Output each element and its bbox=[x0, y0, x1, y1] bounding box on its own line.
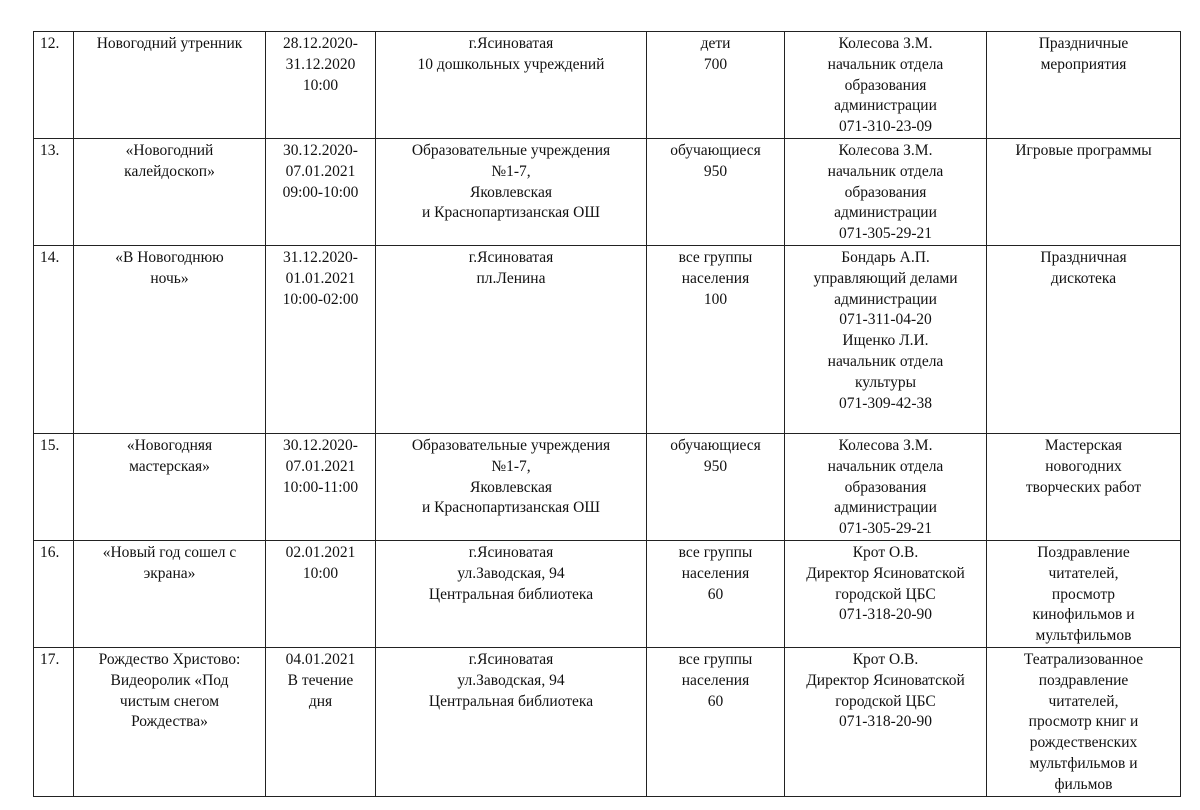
row-number: 12. bbox=[34, 32, 74, 139]
event-place: г.Ясиноватая 10 дошкольных учреждений bbox=[376, 32, 647, 139]
events-table bbox=[33, 31, 1181, 797]
row-number: 15. bbox=[34, 433, 74, 540]
row-number: 16. bbox=[34, 540, 74, 647]
event-type: Поздравление читателей, просмотр кинофильмов и мультфильмов bbox=[987, 540, 1181, 647]
event-audience: обучающиеся 950 bbox=[647, 138, 785, 245]
event-responsible: Колесова З.М. начальник отдела образования администрации 071-310-23-09 bbox=[785, 32, 987, 139]
event-type: Театрализованное поздравление читателей, просмотр книг и рождественских мультфильмов и фильмов bbox=[987, 647, 1181, 796]
event-audience: все группы населения 60 bbox=[647, 647, 785, 796]
event-dates: 28.12.2020- 31.12.2020 10:00 bbox=[266, 32, 376, 139]
event-dates: 30.12.2020- 07.01.2021 09:00-10:00 bbox=[266, 138, 376, 245]
event-dates: 30.12.2020- 07.01.2021 10:00-11:00 bbox=[266, 433, 376, 540]
event-responsible: Колесова З.М. начальник отдела образования администрации 071-305-29-21 bbox=[785, 138, 987, 245]
event-name: «Новогодняя мастерская» bbox=[74, 433, 266, 540]
row-number: 14. bbox=[34, 245, 74, 433]
event-audience: обучающиеся 950 bbox=[647, 433, 785, 540]
event-type: Праздничная дискотека bbox=[987, 245, 1181, 433]
event-name: «Новогодний калейдоскоп» bbox=[74, 138, 266, 245]
event-audience: дети 700 bbox=[647, 32, 785, 139]
table-row bbox=[34, 540, 1181, 647]
event-audience: все группы населения 60 bbox=[647, 540, 785, 647]
event-place: г.Ясиноватая пл.Ленина bbox=[376, 245, 647, 433]
event-responsible: Колесова З.М. начальник отдела образования администрации 071-305-29-21 bbox=[785, 433, 987, 540]
event-dates: 31.12.2020- 01.01.2021 10:00-02:00 bbox=[266, 245, 376, 433]
event-responsible: Крот О.В. Директор Ясиноватской городской ЦБС 071-318-20-90 bbox=[785, 647, 987, 796]
table-row bbox=[34, 647, 1181, 796]
row-number: 13. bbox=[34, 138, 74, 245]
event-dates: 04.01.2021 В течение дня bbox=[266, 647, 376, 796]
event-place: г.Ясиноватая ул.Заводская, 94 Центральная библиотека bbox=[376, 540, 647, 647]
table-row bbox=[34, 32, 1181, 139]
event-type: Праздничные мероприятия bbox=[987, 32, 1181, 139]
row-number: 17. bbox=[34, 647, 74, 796]
event-audience: все группы населения 100 bbox=[647, 245, 785, 433]
event-place: г.Ясиноватая ул.Заводская, 94 Центральная библиотека bbox=[376, 647, 647, 796]
event-responsible: Крот О.В. Директор Ясиноватской городской ЦБС 071-318-20-90 bbox=[785, 540, 987, 647]
event-responsible: Бондарь А.П. управляющий делами администрации 071-311-04-20 Ищенко Л.И. начальник отдела культуры 071-309-42-38 bbox=[785, 245, 987, 433]
event-type: Мастерская новогодних творческих работ bbox=[987, 433, 1181, 540]
table-row bbox=[34, 433, 1181, 540]
event-type: Игровые программы bbox=[987, 138, 1181, 245]
event-name: Рождество Христово: Видеоролик «Под чистым снегом Рождества» bbox=[74, 647, 266, 796]
event-place: Образовательные учреждения №1-7, Яковлевская и Краснопартизанская ОШ bbox=[376, 433, 647, 540]
event-name: «В Новогоднюю ночь» bbox=[74, 245, 266, 433]
event-name: Новогодний утренник bbox=[74, 32, 266, 139]
table-row bbox=[34, 245, 1181, 433]
event-dates: 02.01.2021 10:00 bbox=[266, 540, 376, 647]
event-place: Образовательные учреждения №1-7, Яковлевская и Краснопартизанская ОШ bbox=[376, 138, 647, 245]
event-name: «Новый год сошел с экрана» bbox=[74, 540, 266, 647]
table-row bbox=[34, 138, 1181, 245]
